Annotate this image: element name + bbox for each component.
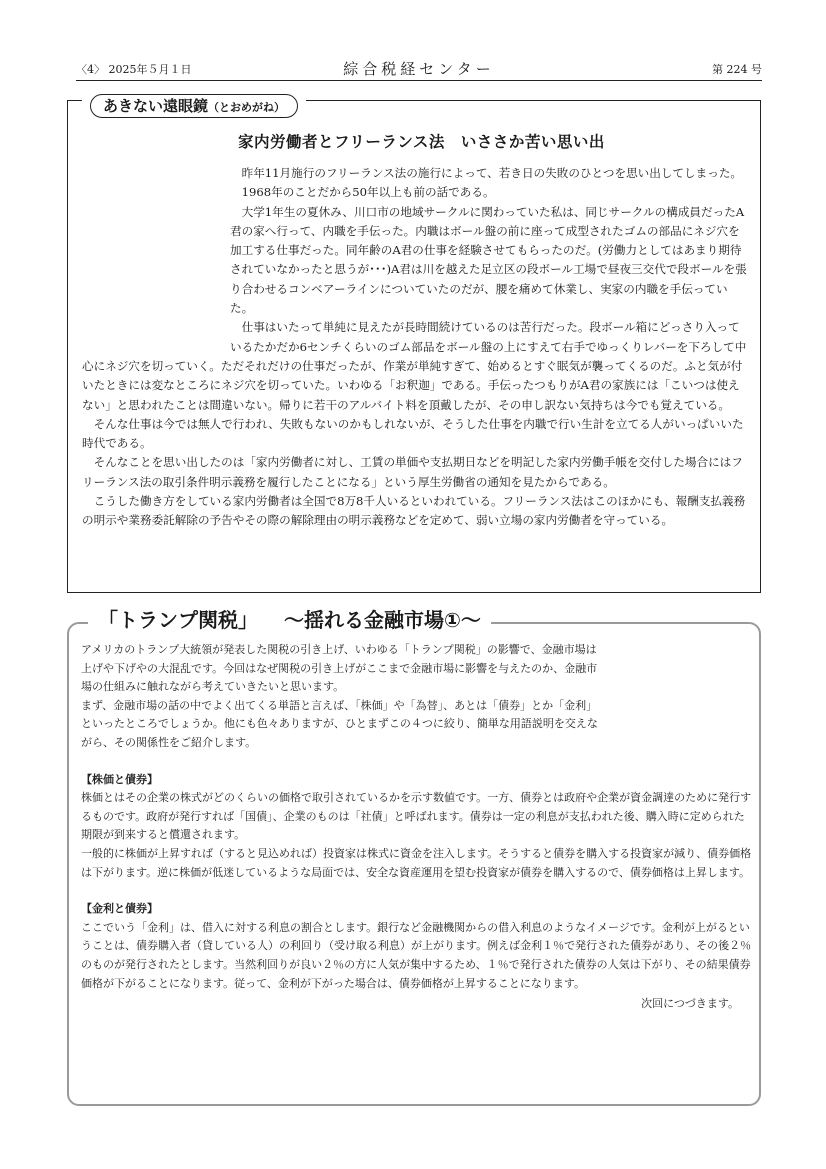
article-title-main: 「トランプ関税」 [98,608,258,632]
float-spacer [82,164,230,338]
intro-paragraph: まず、金融市場の話の中でよく出てくる単語と言えば、「株価」や「為替」、あとは「債券」とか「金利」といったところでしょうか。他にも色々ありますが、ひとまずこの４つに絞り、簡単な用語説明を交えながら、その関係性をご紹介します。 [81,698,598,749]
column-paragraph: そんなことを思い出したのは「家内労働者に対し、工賃の単価や支払期日などを明記した家内労働手帳を交付した場合にはフリーランス法の取引条件明示義務を履行したことになる」という厚生労働省の通知を見たからである。 [82,455,743,489]
column-badge-sub: （とおめがね） [208,101,286,114]
column-title: 家内労働者とフリーランス法 いささか苦い思い出 [238,133,605,151]
section-heading-rate-bond: 【金利と債券】 [81,902,158,916]
column-body [82,164,747,531]
header-rule [76,80,762,81]
column-badge-pill [90,94,298,118]
paper-name: 綜合税経センター [343,60,495,78]
column-paragraph: 仕事はいたって単純に見えたが長時間続けているのは苦行だった。段ボール箱にどっさり入っているたかだか6センチくらいのゴム部品をボール盤の上にすえて右手でゆっくりレバーを下ろして中心にネジ穴を切っていく。ただそれだけの仕事だったが、作業が単純すぎて、始めるとすぐ眠気が襲ってくるのだ。ふと気が付いたときには変なところにネジ穴を切っていた。いわゆる「お釈迦」である。手伝ったつもりがA君の家族には「こいつは使えない」と思われたことは間違いない。帰りに若干のアルバイト料を頂戴したが、その申し訳ない気持ちは今でも覚えている。 [82,320,747,412]
page-header [76,58,762,80]
article-title [88,604,491,636]
column-paragraph: こうした働き方をしている家内労働者は全国で8万8千人いるといわれている。フリーランス法はこのほかにも、報酬支払義務の明示や業務委託解除の予告やその際の解除理由の明示義務などを定めて、弱い立場の家内労働者を守っている。 [82,494,746,528]
section-paragraph: 株価とはその企業の株式がどのくらいの価格で取引されているかを示す数値です。一方、債券とは政府や企業が資金調達のために発行するものです。政府が発行すれば「国債」、企業のものは「社債」と呼ばれます。債券は一定の利息が支払われた後、購入時に定められた期限が到来すると償還されます。 [81,791,752,842]
article-title-sub: ～揺れる金融市場①～ [284,608,481,632]
column-badge [82,92,306,118]
continued-note: 次回につづきます。 [641,997,739,1011]
section-paragraph: ここでいう「金利」は、借入に対する利息の割合とします。銀行など金融機関からの借入利息のようなイメージです。金利が上がるということは、債券購入者（貸している人）の利回り（受け取る利息）が上がります。例えば金利１％で発行された債券があり、その後２％のものが発行されたとします。当然利回りが良い２％の方に人気が集中するため、１％で発行された債券の人気は下がり、その結果債券価格が下がることになります。従って、金利が下がった場合は、債券価格が上昇することになります。 [81,920,752,990]
article-body [81,641,753,1014]
section-heading-stock-bond: 【株価と債券】 [81,772,158,786]
column-paragraph: 大学1年生の夏休み、川口市の地域サークルに関わっていた私は、同じサークルの構成員だったA君の家へ行って、内職を手伝った。内職はボール盤の前に座って成型されたゴムの部品にネジ穴を加工する仕事だった。同年齢のA君の仕事を経験させてもらったのだ。(労働力としてはあまり期待されていなかったと思うが･･･)A君は川を越えた足立区の段ボール工場で昼夜三交代で段ボールを張り合わせるコンベアーラインについていたのだが、腰を痛めて休業し、実家の内職を手伝っていた。 [230,204,747,316]
intro-paragraph: アメリカのトランプ大統領が発表した関税の引き上げ、いわゆる「トランプ関税」の影響で、金融市場は上げや下げやの大混乱です。今回はなぜ関税の引き上げがここまで金融市場に影響を与えたのか、金融市場の仕組みに触れながら考えていきたいと思います。 [81,643,598,694]
column-badge-main: あきない遠眼鏡 [103,97,209,115]
issue-date: 〈4〉 2025年５月１日 [76,63,192,76]
column-paragraph: 昨年11月施行のフリーランス法の施行によって、若き日の失敗のひとつを思い出してしまった。 [241,166,743,180]
column-paragraph: そんな仕事は今では無人で行われ、失敗もないのかもしれないが、そうした仕事を内職で行い生計を立てる人がいっぱいいた時代である。 [82,416,744,451]
column-paragraph: 1968年のことだから50年以上も前の話である。 [241,185,495,200]
issue-number: 第 224 号 [712,63,762,76]
section-paragraph: 一般的に株価が上昇すれば（すると見込めれば）投資家は株式に資金を注入します。そうすると債券を購入する投資家が減り、債券価格は下がります。逆に株価が低迷しているような局面では、安全な資産運用を望む投資家が債券を購入するので、債券価格は上昇します。 [81,846,752,879]
